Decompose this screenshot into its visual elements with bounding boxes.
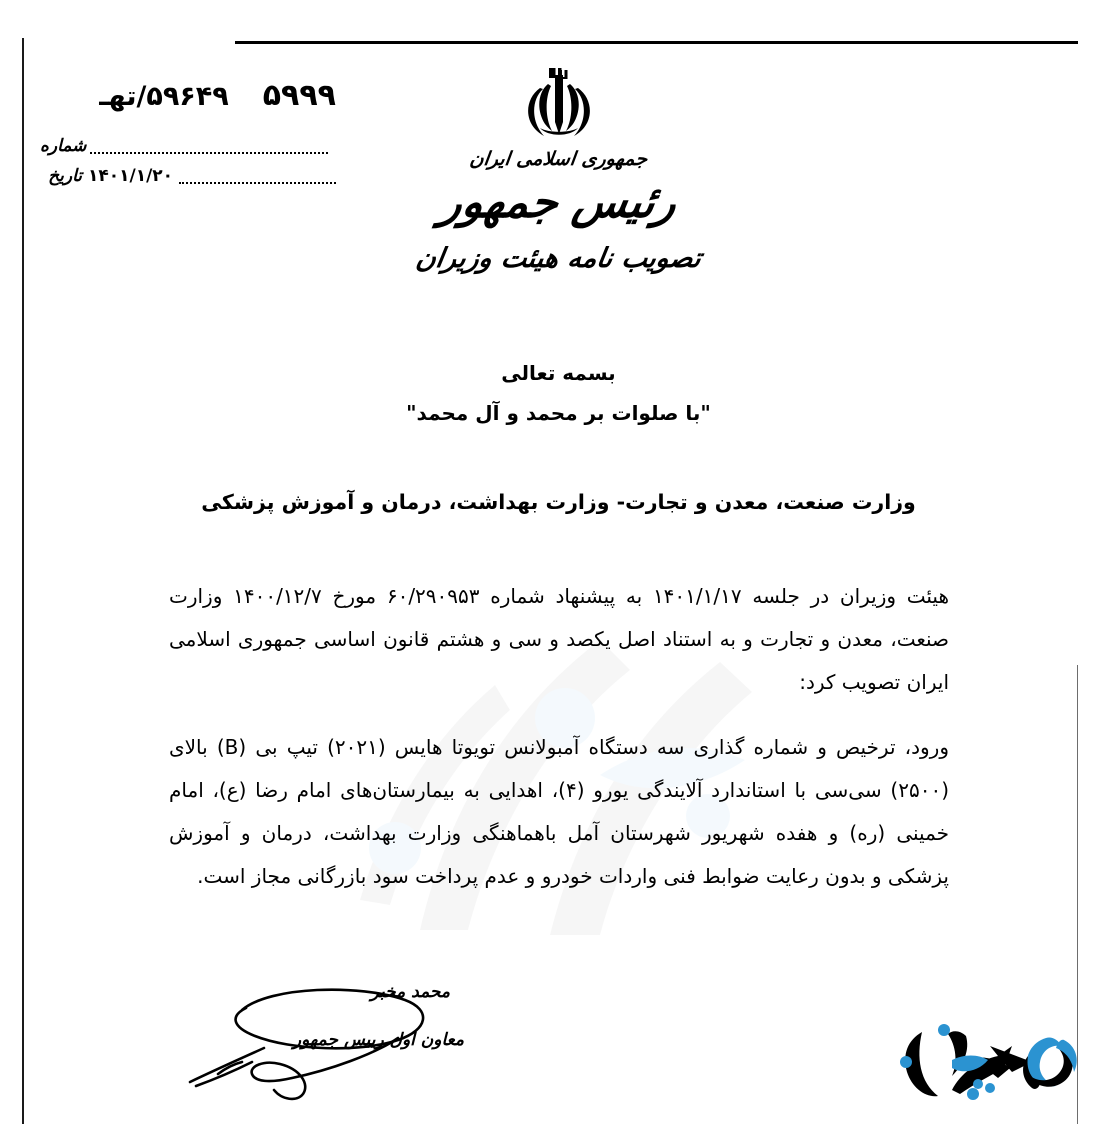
swirl-icon: [1023, 1037, 1077, 1088]
body-paragraph-2: ورود، ترخیص و شماره گذاری سه دستگاه آمبولانس تویوتا هایس (۲۰۲۱) تیپ بی (B) بالای (۲۵۰۰) سی‌سی با استاندارد آلایندگی یورو (۴)، اهدایی به بیمارستان‌های امام رضا (ع)، امام خمینی (ره) و هفده شهریور شهرستان آمل باهماهنگی وزارت بهداشت، درمان و آموزش پزشکی و بدون رعایت ضوابط فنی واردات خودرو و عدم پرداخت سود بازرگانی مجاز است.: [169, 735, 949, 888]
republic-title: جمهوری اسلامی ایران: [468, 148, 649, 170]
date-field-label: تاریخ: [48, 166, 82, 186]
number-field-label: شماره: [40, 136, 87, 156]
jiran-logo: [886, 1016, 1086, 1116]
date-field-value: ۱۴۰۱/۱/۲۰: [88, 166, 174, 186]
president-title: رئیس جمهور: [437, 177, 681, 228]
invocation-block: [0, 362, 1117, 425]
iran-emblem-icon: [0, 66, 1117, 144]
secondary-number: ۵۹۶۴۹/تهـ: [99, 81, 229, 112]
body-paragraph-1: هیئت وزیران در جلسه ۱۴۰۱/۱/۱۷ به پیشنهاد شماره ۶۰/۲۹۰۹۵۳ مورخ ۱۴۰۰/۱۲/۷ وزارت صنعت، معدن و تجارت و به استناد اصل یکصد و سی و هشتم قانون اساسی جمهوری اسلامی ایران تصویب کرد:: [169, 584, 950, 694]
addressee-line: وزارت صنعت، معدن و تجارت- وزارت بهداشت، درمان و آموزش پزشکی: [201, 490, 916, 514]
signer-title: معاون اول رییس جمهور: [292, 1030, 464, 1050]
signer-name: محمد مخبر: [370, 982, 450, 1002]
besmeh-taali: بسمه تعالی: [501, 361, 616, 385]
primary-number: ۵۹۹۹: [262, 78, 336, 113]
signature-block: [160, 978, 470, 1108]
document-body: [169, 575, 949, 898]
salawat-line: "با صلوات بر محمد و آل محمد": [406, 401, 711, 425]
header-rule: [235, 41, 1078, 44]
decree-type-title: تصویب نامه هیئت وزیران: [413, 242, 704, 274]
